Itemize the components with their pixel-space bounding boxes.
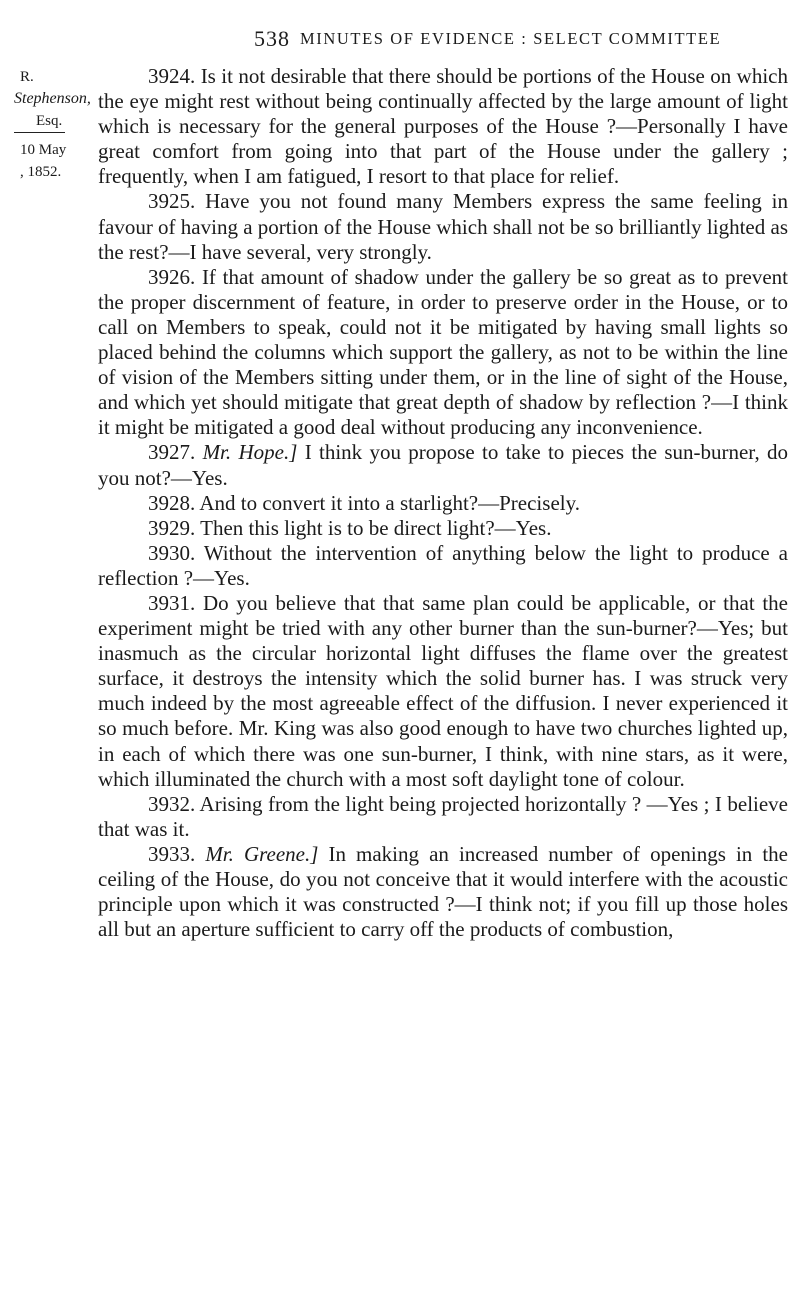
- question-3931: [98, 591, 788, 792]
- question-text: Without the intervention of anything below the light to produce a reflection ?—Yes.: [98, 540, 788, 590]
- speaker-label: Mr. Hope.]: [202, 440, 298, 465]
- question-3930: [98, 541, 788, 591]
- question-text: And to convert it into a starlight?—Precisely.: [199, 490, 580, 515]
- page-number: 538: [254, 26, 290, 51]
- evidence-body: [98, 64, 788, 942]
- question-3927: [98, 440, 788, 490]
- date-line-2: , 1852.: [20, 164, 62, 180]
- question-3926: [98, 265, 788, 441]
- question-number: 3926.: [148, 264, 196, 289]
- question-3925: [98, 189, 788, 264]
- witness-initial: R.: [20, 69, 34, 85]
- question-text: Then this light is to be direct light?—Yes.: [200, 515, 552, 540]
- question-text: In making an increased number of openings in the ceiling of the House, do you not conceive that it would interfere with the acoustic principle upon which it was constructed ?—I think not; if you fill up those holes all but an aperture sufficient to carry off the products of combustion,: [98, 841, 789, 942]
- question-text: Arising from the light being projected horizontally ? —Yes ; I believe that was it.: [98, 791, 788, 841]
- question-number: 3931.: [148, 590, 196, 615]
- question-number: 3933.: [148, 841, 196, 866]
- question-number: 3930.: [148, 540, 196, 565]
- date-line-1: 10 May: [20, 142, 67, 158]
- witness-title: Esq.: [14, 111, 65, 133]
- question-number: 3927.: [148, 440, 196, 465]
- question-3924: [98, 64, 788, 189]
- question-3929: [98, 516, 788, 541]
- witness-name: Stephenson,: [14, 90, 91, 107]
- question-text: Is it not desirable that there should be portions of the House on which the eye might rest without being continually affected by the large amount of light which is necessary for the general purposes of the House ?—Personally I have great comfort from going into that part of the House under the gallery ; frequently, when I am fatigued, I resort to that place for relief.: [98, 64, 789, 189]
- question-number: 3924.: [148, 64, 196, 88]
- question-3932: [98, 792, 788, 842]
- question-number: 3925.: [148, 189, 196, 214]
- question-text: I think you propose to take to pieces the sun-burner, do you not?—Yes.: [98, 440, 789, 490]
- question-3928: [98, 491, 788, 516]
- question-number: 3932.: [148, 791, 196, 816]
- running-title: MINUTES OF EVIDENCE : SELECT COMMITTEE: [300, 29, 722, 48]
- margin-note: [14, 66, 90, 183]
- question-3933: [98, 842, 788, 942]
- question-text: Have you not found many Members express the same feeling in favour of having a portion of the House which shall not be so brilliantly lighted as the rest?—I have several, very strongly.: [98, 189, 789, 264]
- question-text: If that amount of shadow under the gallery be so great as to prevent the proper discernment of feature, in order to preserve order in the House, or to call on Members to speak, could not it be mitigated by having small lights so placed behind the columns which support the gallery, as not to be within the line of vision of the Members sitting under them, or in the line of sight of the House, and which yet should mitigate that great depth of shadow by reflection ?—I think it might be mitigated a good deal without producing any inconvenience.: [98, 264, 788, 440]
- question-text: Do you believe that that same plan could be applicable, or that the experiment might be tried with any other burner than the sun-burner?—Yes; but inasmuch as the circular horizontal light diffuses the flame over the greatest surface, it destroys the intensity which the solid burner has. I was struck very much indeed by the most agreeable effect of the diffusion. I never experienced it so much before. Mr. King was also good enough to have two churches lighted up, in each of which there was one sun-burner, I think, with nine stars, as it were, which illuminated the church with a most soft daylight tone of colour.: [98, 590, 789, 791]
- speaker-label: Mr. Greene.]: [205, 841, 319, 866]
- question-number: 3928.: [148, 490, 196, 515]
- running-header: [0, 20, 801, 50]
- question-number: 3929.: [148, 515, 196, 540]
